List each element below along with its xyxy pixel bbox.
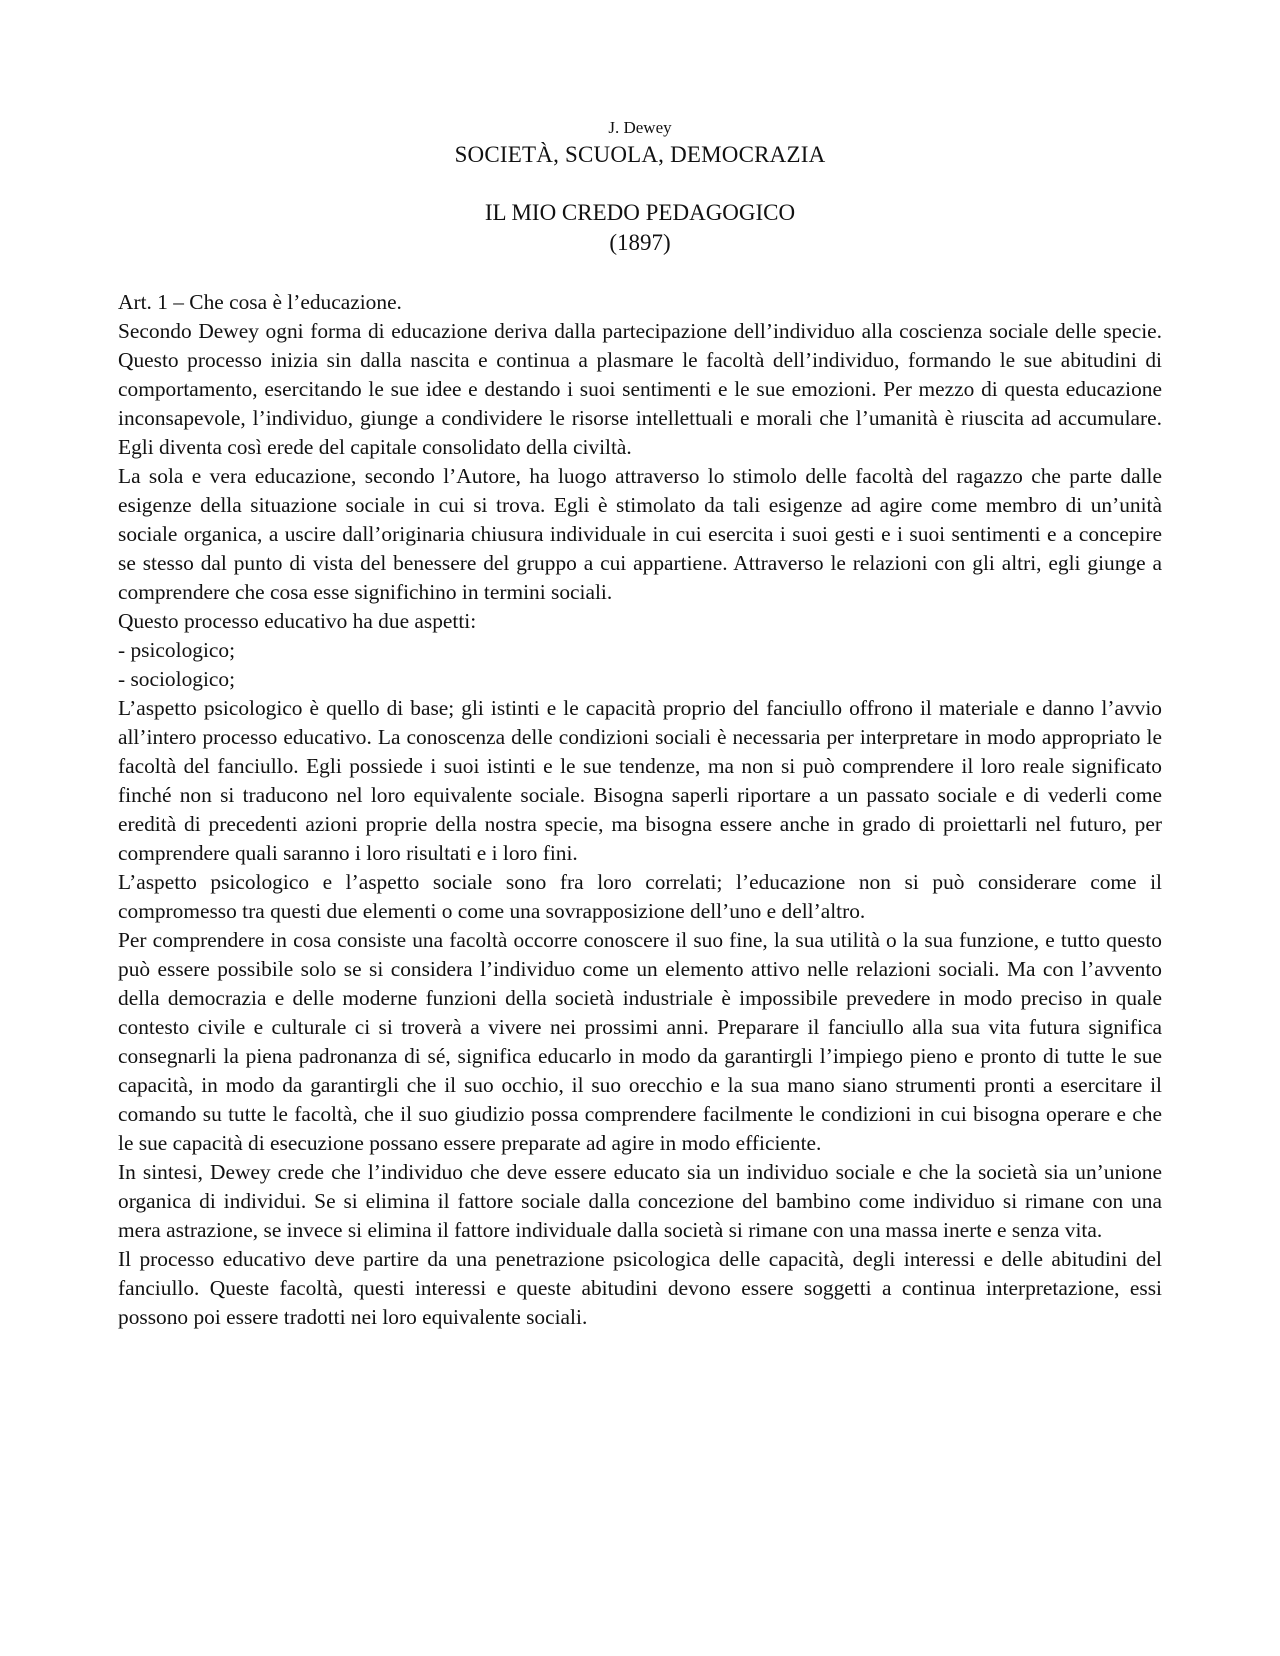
paragraph: Per comprendere in cosa consiste una facoltà occorre conoscere il suo fine, la sua utilità o la sua funzione, e tutto questo può essere possibile solo se si considera l’individuo come un elemento attivo nelle relazioni sociali. Ma con l’avvento della democrazia e delle moderne funzioni della società industriale è impossibile prevedere in modo preciso in quale contesto civile e culturale ci si troverà a vivere nei prossimi anni. Preparare il fanciullo alla sua vita futura significa consegnarli la piena padronanza di sé, significa educarlo in modo da garantirgli l’impiego pieno e pronto di tutte le sue capacità, in modo da garantirgli che il suo occhio, il suo orecchio e la sua mano siano strumenti pronti a esercitare il comando su tutte le facoltà, che il suo giudizio possa comprendere facilmente le condizioni in cui bisogna operare e che le sue capacità di esecuzione possano essere preparate ad agire in modo efficiente.	[118, 928, 1162, 1155]
document-page	[118, 116, 1162, 1332]
list-item: - psicologico;	[118, 638, 236, 662]
list-item: - sociologico;	[118, 667, 236, 691]
paragraph: In sintesi, Dewey crede che l’individuo che deve essere educato sia un individuo sociale e che la società sia un’unione organica di individui. Se si elimina il fattore sociale dalla concezione del bambino come individuo si rimane con una mera astrazione, se invece si elimina il fattore individuale dalla società si rimane con una massa inerte e senza vita.	[118, 1160, 1162, 1242]
paragraph: La sola e vera educazione, secondo l’Autore, ha luogo attraverso lo stimolo delle facoltà del ragazzo che parte dalle esigenze della situazione sociale in cui si trova. Egli è stimolato da tali esigenze ad agire come membro di un’unità sociale organica, a uscire dall’originaria chiusura individuale in cui esercita i suoi gesti e i suoi sentimenti e a concepire se stesso dal punto di vista del benessere del gruppo a cui appartiene. Attraverso le relazioni con gli altri, egli giunge a comprendere che cosa esse significhino in termini sociali.	[118, 464, 1162, 604]
essay-title: IL MIO CREDO PEDAGOGICO	[484, 200, 796, 225]
book-title: SOCIETÀ, SCUOLA, DEMOCRAZIA	[454, 142, 826, 167]
document-header	[118, 116, 1162, 258]
paragraph: L’aspetto psicologico è quello di base; gli istinti e le capacità proprio del fanciullo offrono il materiale e danno l’avvio all’intero processo educativo. La conoscenza delle condizioni sociali è necessaria per interpretare in modo appropriato le facoltà del fanciullo. Egli possiede i suoi istinti e le sue tendenze, ma non si può comprendere il loro reale significato finché non si traducono nel loro equivalente sociale. Bisogna saperli riportare a un passato sociale e di vederli come eredità di precedenti azioni proprie della nostra specie, ma bisogna essere anche in grado di proiettarli nel futuro, per comprendere quali saranno i loro risultati e i loro fini.	[118, 696, 1162, 865]
article-heading: Art. 1 – Che cosa è l’educazione.	[118, 290, 402, 314]
document-body	[118, 288, 1162, 1332]
paragraph: Il processo educativo deve partire da una penetrazione psicologica delle capacità, degli interessi e delle abitudini del fanciullo. Queste facoltà, questi interessi e queste abitudini devono essere soggetti a continua interpretazione, essi possono poi essere tradotti nei loro equivalente sociali.	[118, 1247, 1162, 1329]
essay-year: (1897)	[609, 230, 671, 255]
list-intro: Questo processo educativo ha due aspetti:	[118, 609, 477, 633]
author-name: J. Dewey	[608, 118, 672, 137]
paragraph: Secondo Dewey ogni forma di educazione deriva dalla partecipazione dell’individuo alla coscienza sociale delle specie. Questo processo inizia sin dalla nascita e continua a plasmare le facoltà dell’individuo, formando le sue abitudini di comportamento, esercitando le sue idee e destando i suoi sentimenti e le sue emozioni. Per mezzo di questa educazione inconsapevole, l’individuo, giunge a condividere le risorse intellettuali e morali che l’umanità è riuscita ad accumulare. Egli diventa così erede del capitale consolidato della civiltà.	[118, 319, 1162, 459]
paragraph: L’aspetto psicologico e l’aspetto sociale sono fra loro correlati; l’educazione non si può considerare come il compromesso tra questi due elementi o come una sovrapposizione dell’uno e dell’altro.	[118, 870, 1162, 923]
